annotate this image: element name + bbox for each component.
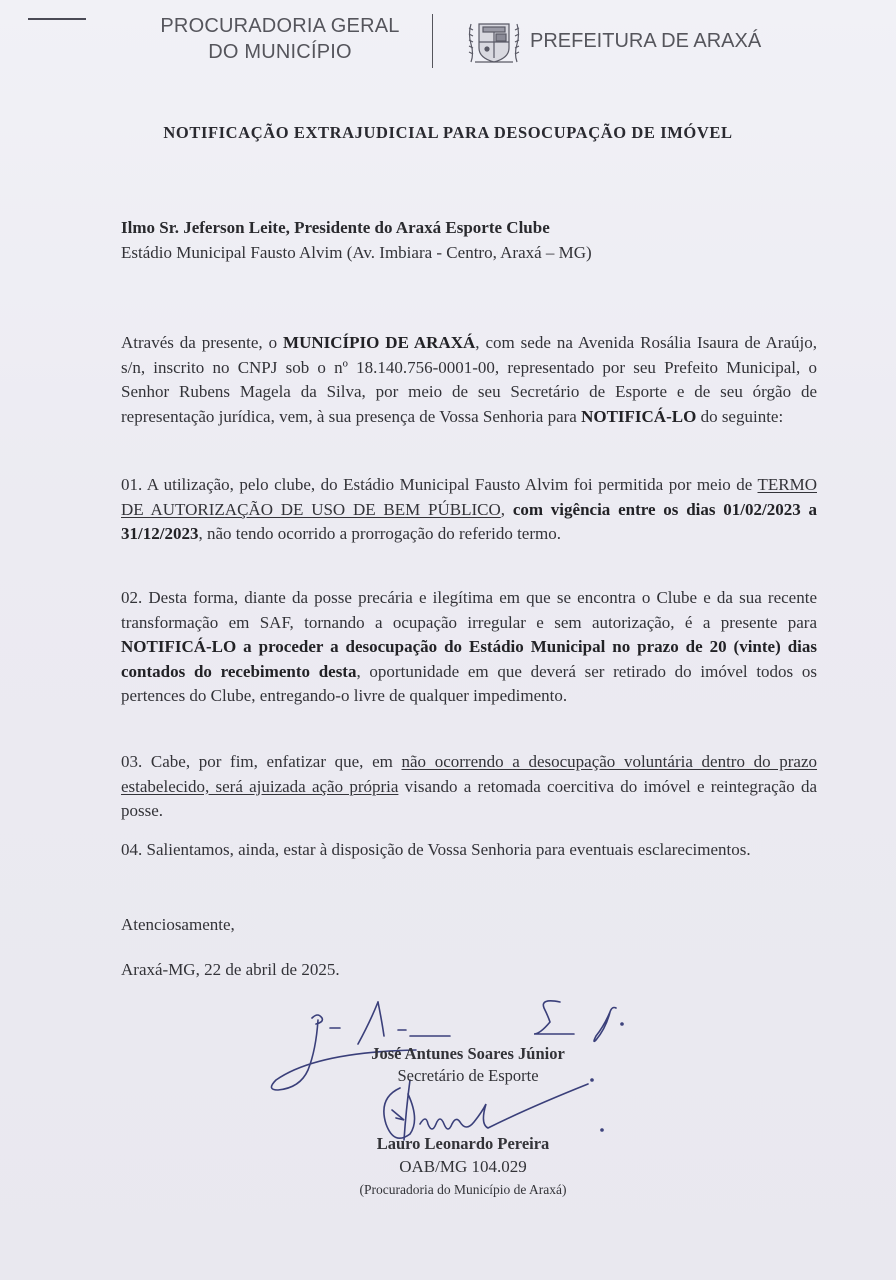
header-left-line2: DO MUNICÍPIO — [208, 41, 352, 63]
header-left-line1: PROCURADORIA GERAL — [160, 15, 400, 37]
margin-mark — [28, 18, 86, 20]
paragraph-01 — [121, 473, 817, 547]
header-divider — [432, 14, 433, 68]
addressee-block — [121, 216, 817, 265]
intro-text-2: , com sede na Avenida Rosália Isaura de Araújo, s/n, inscrito no CNPJ sob o nº 18.140.756-0001-00, representado por seu Prefeito Municipal, o Senhor Rubens Magela da Silva, por meio de seu Secretário de Esporte e de seu órgão de representação jurídica, vem, à sua presença de Vossa Senhoria para — [121, 333, 817, 426]
p02-text-1: 02. Desta forma, diante da posse precária e ilegítima em que se encontra o Clube e da sua recente transformação em SAF, tornando a ocupação irregular e sem autorização, é a presente para — [121, 588, 817, 632]
signatory-2-oab: OAB/MG 104.029 — [399, 1157, 527, 1176]
p01-text-3: , não tendo ocorrido a prorrogação do referido termo. — [198, 524, 561, 543]
p03-text-2: visando a retomada coercitiva do imóvel e reintegração da posse. — [121, 776, 817, 820]
procuradoria-header — [150, 13, 410, 65]
intro-text-1: Através da presente, o — [121, 333, 284, 352]
closing: Atenciosamente, — [121, 915, 235, 934]
signatory-1-role: Secretário de Esporte — [397, 1066, 539, 1085]
p01-text-1: 01. A utilização, pelo clube, do Estádio Municipal Fausto Alvim foi permitida por meio de — [121, 475, 758, 494]
intro-bold-municipio: MUNICÍPIO DE ARAXÁ — [283, 333, 476, 352]
p01-bold-vigencia: com vigência entre os dias 01/02/2023 a 31/12/2023 — [121, 499, 817, 543]
p01-text-2: , — [500, 499, 513, 519]
signatory-2-name: Lauro Leonardo Pereira — [376, 1134, 550, 1153]
document-title: NOTIFICAÇÃO EXTRAJUDICIAL PARA DESOCUPAÇÃO DE IMÓVEL — [163, 123, 733, 142]
coat-of-arms-icon — [465, 18, 523, 66]
signatory-1-name: José Antunes Soares Júnior — [371, 1044, 565, 1063]
addressee-address: Estádio Municipal Fausto Alvim (Av. Imbiara - Centro, Araxá – MG) — [121, 242, 592, 262]
intro-bold-notifica: NOTIFICÁ-LO — [581, 406, 697, 426]
p02-bold-notifica: NOTIFICÁ-LO a proceder a desocupação do Estádio Municipal no prazo de 20 (vinte) dias contados do recebimento desta — [121, 637, 817, 681]
paragraph-04: 04. Salientamos, ainda, estar à disposição de Vossa Senhoria para eventuais esclarecimentos. — [121, 840, 751, 859]
paragraph-03 — [121, 750, 817, 824]
signatory-2-org: (Procuradoria do Município de Araxá) — [359, 1182, 567, 1197]
intro-text-3: do seguinte: — [696, 406, 784, 426]
p03-underline-acao: não ocorrendo a desocupação voluntária dentro do prazo estabelecido, será ajuizada ação própria — [121, 752, 818, 796]
intro-paragraph — [121, 331, 817, 429]
prefeitura-header: PREFEITURA DE ARAXÁ — [530, 30, 762, 52]
addressee-name: Ilmo Sr. Jeferson Leite, Presidente do Araxá Esporte Clube — [121, 218, 550, 237]
place-date: Araxá-MG, 22 de abril de 2025. — [121, 960, 340, 979]
p03-text-1: 03. Cabe, por fim, enfatizar que, em — [121, 752, 402, 771]
p02-text-2: , oportunidade em que deverá ser retirado do imóvel todos os pertences do Clube, entregando-o livre de qualquer impedimento. — [121, 661, 817, 705]
paragraph-02 — [121, 586, 817, 709]
p01-underline-termo: TERMO DE AUTORIZAÇÃO DE USO DE BEM PÚBLICO — [121, 475, 817, 519]
